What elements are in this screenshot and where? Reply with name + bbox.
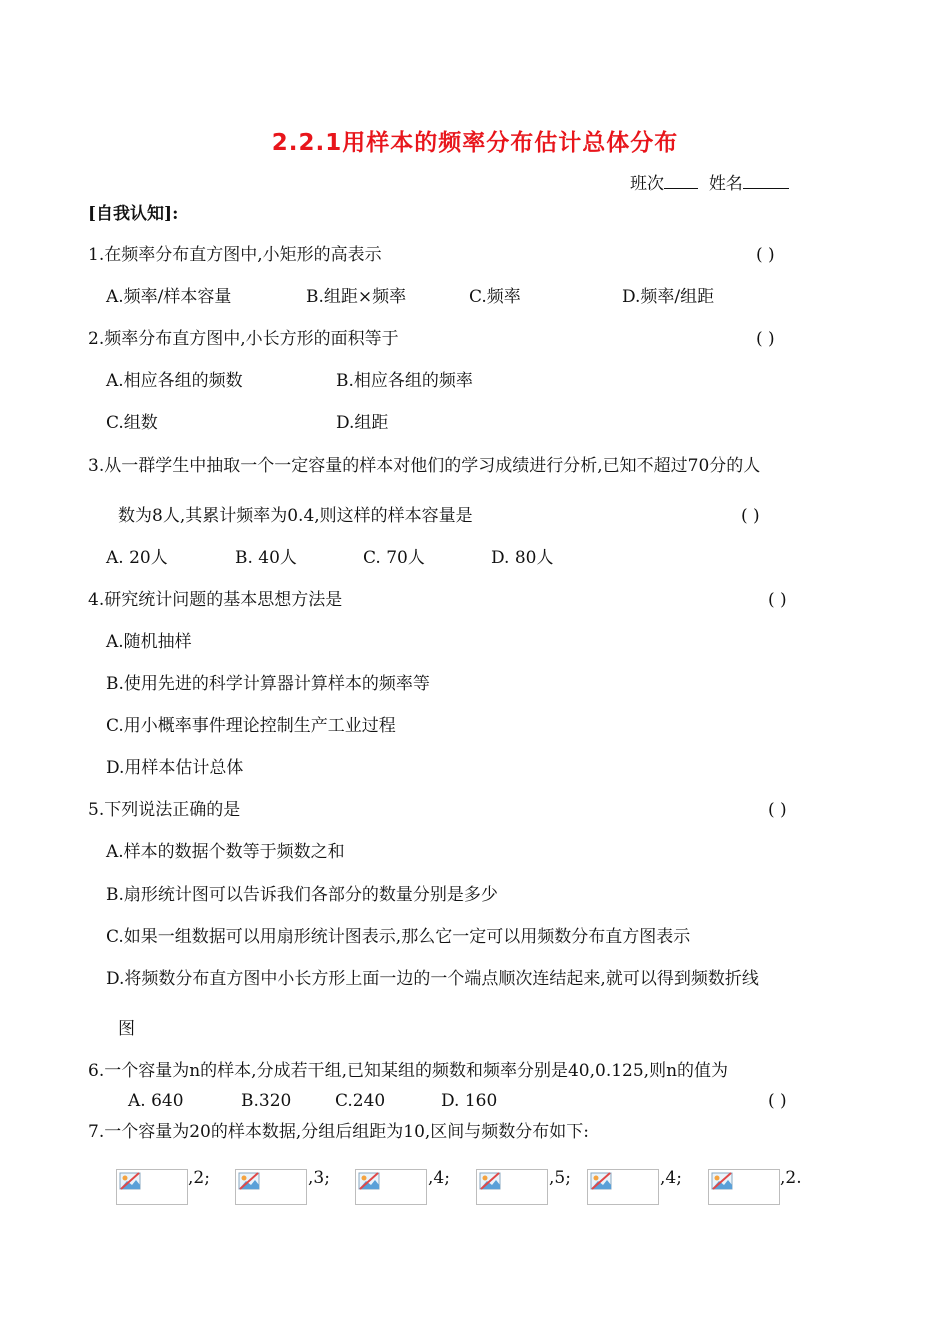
q5-answer-paren[interactable]: ( ) [768,800,787,820]
q5-option-c: C.如果一组数据可以用扇形统计图表示,那么它一定可以用频数分布直方图表示 [106,927,691,947]
q7-stem: 7.一个容量为20的样本数据,分组后组距为10,区间与频数分布如下: [88,1122,590,1142]
q7-frequency-3: ,4; [428,1168,450,1188]
q5-stem: 5.下列说法正确的是 [88,800,241,820]
q6-option-d: D. 160 [441,1091,498,1111]
q3-answer-paren[interactable]: ( ) [741,506,760,526]
q1-option-c: C.频率 [469,287,521,307]
broken-image-icon [355,1169,427,1205]
broken-image-icon [235,1169,307,1205]
q6-option-b: B.320 [241,1091,292,1111]
broken-image-icon [476,1169,548,1205]
q7-frequency-5: ,4; [660,1168,682,1188]
q1-answer-paren[interactable]: ( ) [756,245,775,265]
q4-option-d: D.用样本估计总体 [106,758,244,778]
q3-stem-line2: 数为8人,其累计频率为0.4,则这样的样本容量是 [118,506,473,526]
q7-frequency-2: ,3; [308,1168,330,1188]
q7-frequency-6: ,2. [780,1168,802,1188]
q1-option-a: A.频率/样本容量 [106,287,232,307]
page-title: 2.2.1用样本的频率分布估计总体分布 [271,130,679,156]
name-blank[interactable] [743,172,789,189]
q2-answer-paren[interactable]: ( ) [756,329,775,349]
q3-option-a: A. 20人 [106,548,168,568]
q4-option-a: A.随机抽样 [106,632,192,652]
q1-stem: 1.在频率分布直方图中,小矩形的高表示 [88,245,382,265]
q2-stem: 2.频率分布直方图中,小长方形的面积等于 [88,329,399,349]
q4-answer-paren[interactable]: ( ) [768,590,787,610]
q3-option-b: B. 40人 [235,548,297,568]
q3-stem-line1: 3.从一群学生中抽取一个一定容量的样本对他们的学习成绩进行分析,已知不超过70分的人 [88,456,761,476]
q5-option-d-line2: 图 [118,1019,135,1039]
q3-option-c: C. 70人 [363,548,425,568]
q1-option-d: D.频率/组距 [622,287,715,307]
q2-option-d: D.组距 [336,413,389,433]
q6-stem: 6.一个容量为n的样本,分成若干组,已知某组的频数和频率分别是40,0.125,则n的值为 [88,1061,729,1081]
q2-option-a: A.相应各组的频数 [106,371,243,391]
q7-frequency-1: ,2; [188,1168,210,1188]
section-heading: [自我认知]: [88,204,179,224]
broken-image-icon [708,1169,780,1205]
q2-option-c: C.组数 [106,413,158,433]
class-label: 班次 [630,174,664,194]
q2-option-b: B.相应各组的频率 [336,371,473,391]
q5-option-a: A.样本的数据个数等于频数之和 [106,842,345,862]
broken-image-icon [587,1169,659,1205]
q6-answer-paren[interactable]: ( ) [768,1091,787,1111]
q5-option-d-line1: D.将频数分布直方图中小长方形上面一边的一个端点顺次连结起来,就可以得到频数折线 [106,969,759,989]
q4-option-c: C.用小概率事件理论控制生产工业过程 [106,716,396,736]
q7-frequency-4: ,5; [549,1168,571,1188]
q6-option-a: A. 640 [128,1091,184,1111]
class-name-fields [630,172,789,195]
name-label: 姓名 [708,174,743,194]
q3-option-d: D. 80人 [491,548,554,568]
q1-option-b: B.组距×频率 [306,287,407,307]
q6-option-c: C.240 [335,1091,386,1111]
q4-stem: 4.研究统计问题的基本思想方法是 [88,590,343,610]
broken-image-icon [116,1169,188,1205]
q5-option-b: B.扇形统计图可以告诉我们各部分的数量分别是多少 [106,885,498,905]
q4-option-b: B.使用先进的科学计算器计算样本的频率等 [106,674,430,694]
class-blank[interactable] [664,172,698,189]
